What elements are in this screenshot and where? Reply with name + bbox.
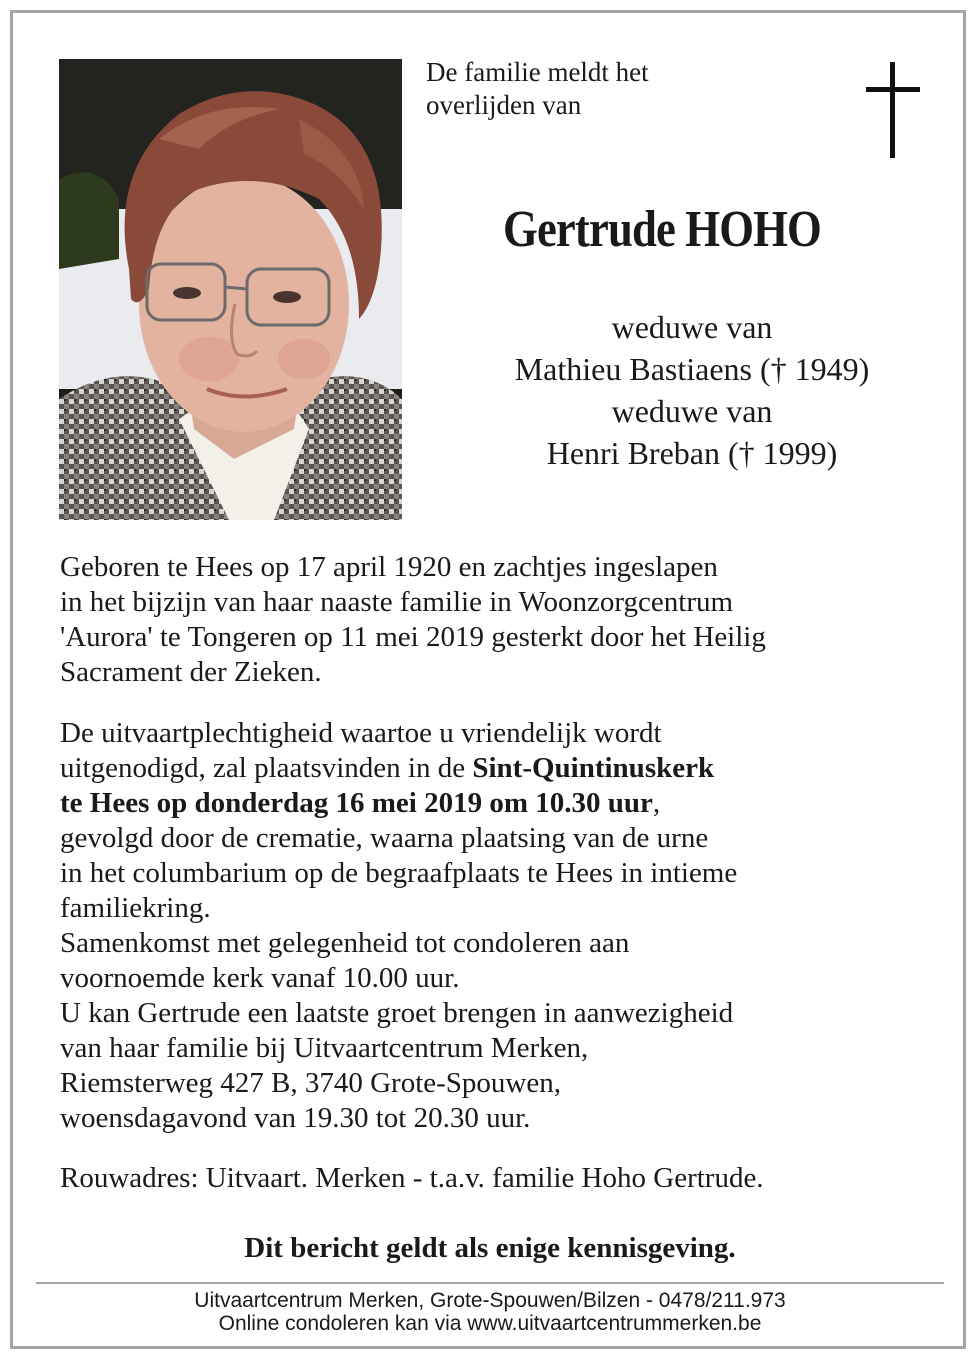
- deceased-name: Gertrude HOHO: [503, 201, 821, 258]
- birth-line: in het bijzijn van haar naaste familie in Woonzorgcentrum: [60, 586, 734, 618]
- funeral-line: familiekring.: [60, 892, 211, 924]
- funeral-line: in het columbarium op de begraafplaats te Hees in intieme: [60, 857, 738, 889]
- intro-line-1: De familie meldt het: [426, 57, 649, 87]
- funeral-line-text: ,: [652, 787, 661, 819]
- birth-line: Sacrament der Zieken.: [60, 656, 322, 688]
- intro-line-2: overlijden van: [426, 90, 582, 120]
- funeral-line: [60, 786, 737, 821]
- funeral-line: [60, 751, 737, 786]
- funeral-line-text: uitgenodigd, zal plaatsvinden in de: [60, 752, 473, 784]
- funeral-paragraph: [60, 716, 737, 1136]
- funeral-line: Riemsterweg 427 B, 3740 Grote-Spouwen,: [60, 1067, 561, 1099]
- widow-line-4: Henri Breban († 1999): [546, 435, 838, 471]
- funeral-line: De uitvaartplechtigheid waartoe u vriendelijk wordt: [60, 717, 662, 749]
- widow-line-2: Mathieu Bastiaens († 1949): [514, 351, 870, 387]
- intro-text: [426, 56, 649, 122]
- birth-line: 'Aurora' te Tongeren op 11 mei 2019 gesterkt door het Heilig: [60, 621, 766, 653]
- cross-icon: [862, 60, 924, 160]
- footer-line-1: Uitvaartcentrum Merken, Grote-Spouwen/Bilzen - 0478/211.973: [194, 1289, 786, 1312]
- widow-block: [412, 306, 972, 474]
- portrait-photo: [59, 59, 402, 520]
- funeral-line: Samenkomst met gelegenheid tot condoleren aan: [60, 927, 630, 959]
- funeral-line: gevolgd door de crematie, waarna plaatsing van de urne: [60, 822, 709, 854]
- mourning-address: Rouwadres: Uitvaart. Merken - t.a.v. familie Hoho Gertrude.: [60, 1162, 764, 1194]
- funeral-line: woensdagavond van 19.30 tot 20.30 uur.: [60, 1102, 531, 1134]
- funeral-line: U kan Gertrude een laatste groet brengen in aanwezigheid: [60, 997, 734, 1029]
- funeral-line: voornoemde kerk vanaf 10.00 uur.: [60, 962, 460, 994]
- church-name: Sint-Quintinuskerk: [472, 752, 715, 784]
- widow-line-1: weduwe van: [611, 309, 773, 345]
- widow-line-3: weduwe van: [611, 393, 773, 429]
- footer: [0, 1289, 980, 1335]
- funeral-date-time: te Hees op donderdag 16 mei 2019 om 10.30 uur: [60, 787, 653, 819]
- footer-divider: [36, 1282, 944, 1284]
- birth-paragraph: [60, 550, 766, 690]
- footer-line-2: Online condoleren kan via www.uitvaartcentrummerken.be: [218, 1312, 762, 1335]
- funeral-line: van haar familie bij Uitvaartcentrum Merken,: [60, 1032, 589, 1064]
- birth-line: Geboren te Hees op 17 april 1920 en zachtjes ingeslapen: [60, 551, 718, 583]
- notice-text: Dit bericht geldt als enige kennisgeving.: [244, 1232, 736, 1264]
